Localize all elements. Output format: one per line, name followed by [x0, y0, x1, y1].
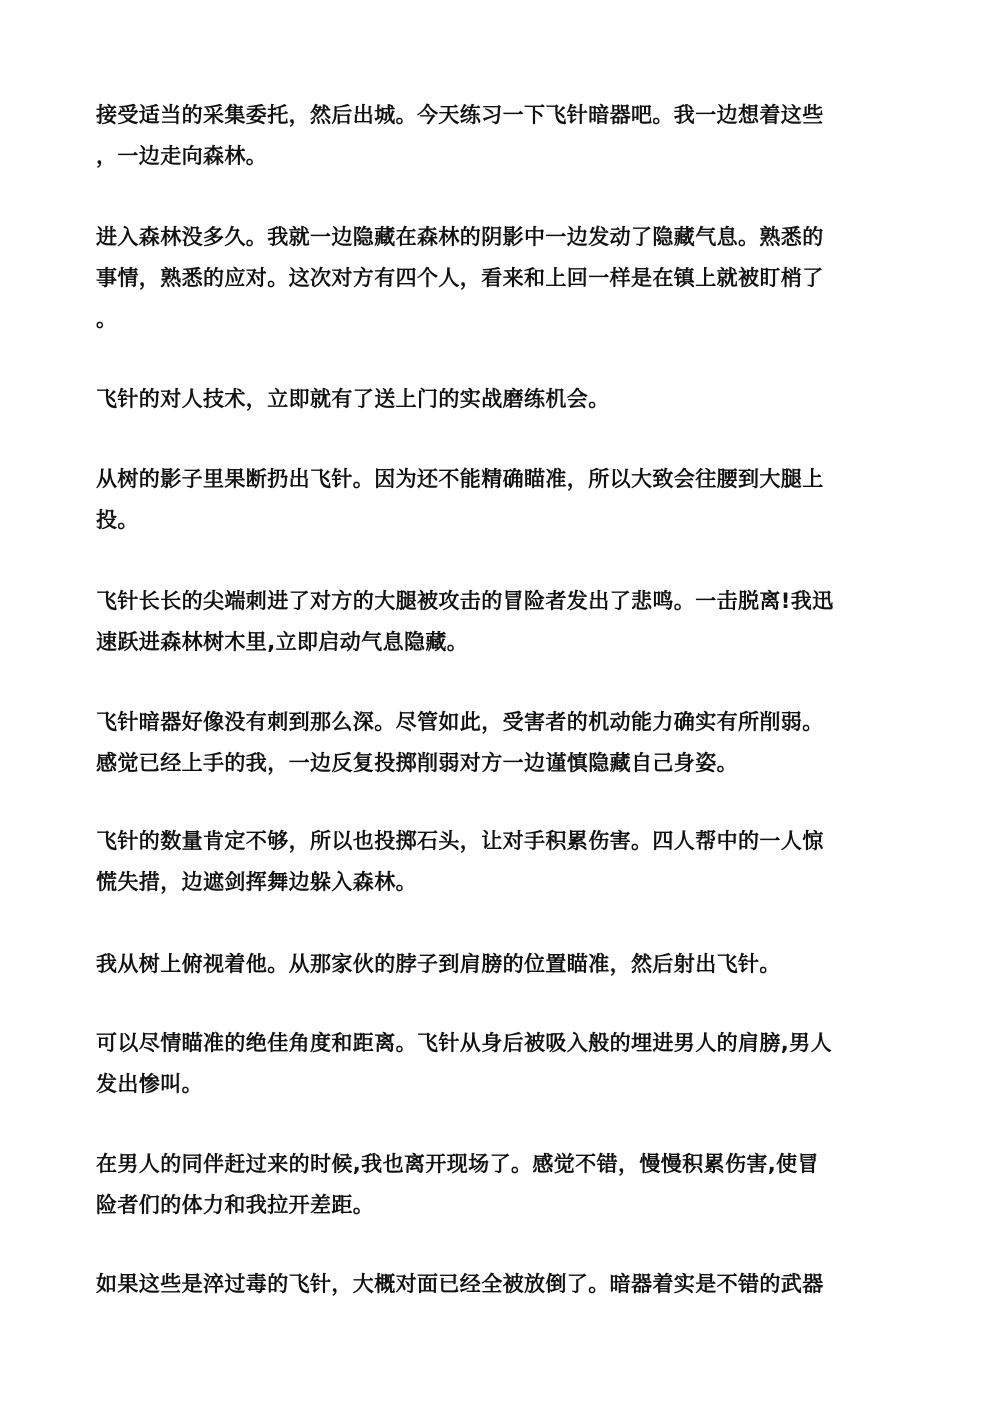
text-line: 可以尽情瞄准的绝佳角度和距离。飞针从身后被吸入般的埋进男人的肩膀,男人	[96, 1031, 832, 1055]
text-line: 。	[96, 307, 118, 331]
text-line: 如果这些是淬过毒的飞针，大概对面已经全被放倒了。暗器着实是不错的武器	[96, 1272, 824, 1296]
text-line: 接受适当的采集委托，然后出城。今天练习一下飞针暗器吧。我一边想着这些	[96, 103, 824, 127]
paragraph-1	[96, 95, 911, 177]
text-line: ，一边走向森林。	[96, 144, 268, 168]
paragraph-2	[96, 217, 911, 340]
text-line: 慌失措，边遮剑挥舞边躲入森林。	[96, 870, 417, 894]
text-line: 我从树上俯视着他。从那家伙的脖子到肩膀的位置瞄准，然后射出飞针。	[96, 952, 781, 976]
text-line: 险者们的体力和我拉开差距。	[96, 1193, 375, 1217]
paragraph-6	[96, 702, 911, 784]
paragraph-7	[96, 821, 911, 903]
text-line: 飞针暗器好像没有刺到那么深。尽管如此，受害者的机动能力确实有所削弱。	[96, 710, 824, 734]
paragraph-9	[96, 1023, 911, 1105]
text-line: 投。	[96, 508, 139, 532]
paragraph-11	[96, 1264, 911, 1305]
text-line: 在男人的同伴赶过来的时候,我也离开现场了。感觉不错，慢慢积累伤害,使冒	[96, 1152, 819, 1176]
paragraph-10	[96, 1144, 911, 1226]
text-line: 进入森林没多久。我就一边隐藏在森林的阴影中一边发动了隐藏气息。熟悉的	[96, 225, 824, 249]
text-line: 从树的影子里果断扔出飞针。因为还不能精确瞄准，所以大致会往腰到大腿上	[96, 467, 824, 491]
paragraph-3	[96, 379, 911, 420]
text-line: 飞针的数量肯定不够，所以也投掷石头，让对手积累伤害。四人帮中的一人惊	[96, 829, 824, 853]
text-line: 飞针的对人技术，立即就有了送上门的实战磨练机会。	[96, 387, 610, 411]
text-line: 速跃进森林树木里,立即启动气息隐藏。	[96, 630, 469, 654]
paragraph-5	[96, 581, 911, 663]
paragraph-8	[96, 944, 911, 985]
text-line: 发出惨叫。	[96, 1072, 203, 1096]
text-line: 事情，熟悉的应对。这次对方有四个人，看来和上回一样是在镇上就被盯梢了	[96, 266, 824, 290]
text-line: 飞针长长的尖端刺进了对方的大腿被攻击的冒险者发出了悲鸣。一击脱离!我迅	[96, 589, 834, 613]
paragraph-4	[96, 459, 911, 541]
text-line: 感觉已经上手的我，一边反复投掷削弱对方一边谨慎隐藏自己身姿。	[96, 751, 738, 775]
